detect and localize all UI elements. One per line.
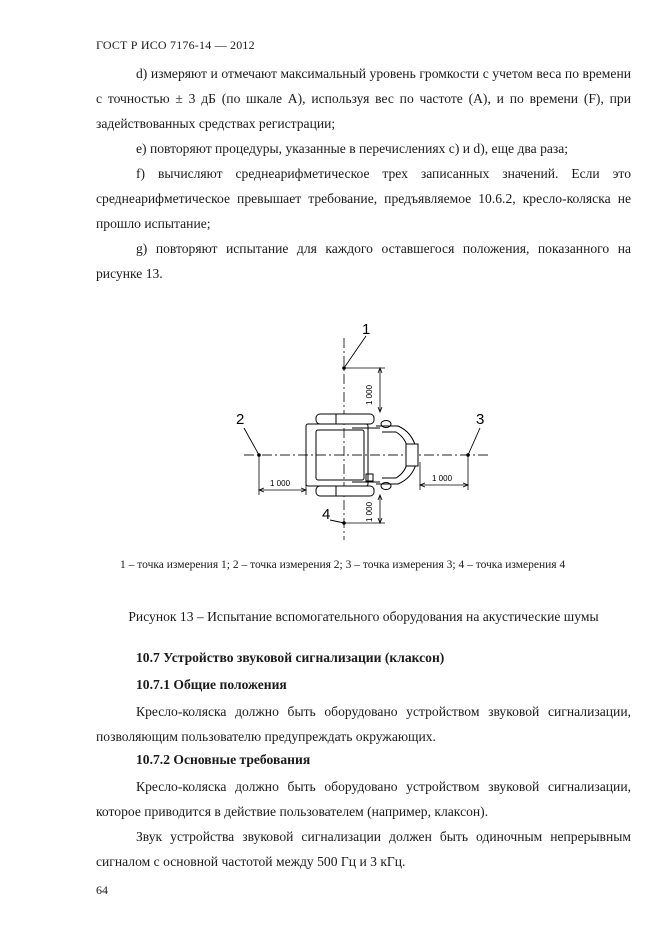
point-label-1: 1: [362, 321, 371, 338]
subsection-heading-10-7-2: 10.7.2 Основные требования: [136, 752, 311, 767]
figure-legend: 1 – точка измерения 1; 2 – точка измерения 2; 3 – точка измерения 3; 4 – точка измерения 4: [120, 559, 566, 571]
section-10-7-2-body: [96, 774, 631, 874]
section-10-7-1-body: [96, 699, 631, 749]
point-label-4: 4: [322, 506, 331, 523]
paragraph-f: f) вычисляют среднеарифметическое трех записанных значений. Если это среднеарифметическое превышает требование, предъявляемое 10.6.2, кресло-коляска не прошло испытание;: [96, 166, 631, 231]
figure-title: Рисунок 13 – Испытание вспомогательного оборудования на акустические шумы: [128, 609, 599, 624]
point-label-2: 2: [236, 411, 245, 428]
dimension-label-bottom: 1 000: [365, 501, 374, 522]
dimension-label-top: 1 000: [365, 384, 374, 405]
point-label-3: 3: [476, 411, 485, 428]
dimension-label-right: 1 000: [432, 474, 453, 483]
dimension-left: [259, 455, 306, 495]
figure-13-diagram: [0, 315, 661, 550]
test-procedure-text: [96, 61, 631, 286]
paragraph-10-7-2-a: Кресло-коляска должно быть оборудовано устройством звуковой сигнализации, которое приводится в действие пользователем (например, клаксон).: [96, 779, 631, 819]
leader-1: [344, 336, 366, 368]
page-number: 64: [96, 883, 108, 897]
paragraph-10-7-2-b: Звук устройства звуковой сигнализации должен быть одиночным непрерывным сигналом с основной частотой между 500 Гц и 3 кГц.: [96, 829, 631, 869]
paragraph-e: e) повторяют процедуры, указанные в перечислениях с) и d), еще два раза;: [136, 141, 569, 156]
leader-2: [244, 428, 259, 455]
paragraph-10-7-1: Кресло-коляска должно быть оборудовано устройством звуковой сигнализации, позволяющим пользователю предупреждать окружающих.: [96, 704, 631, 744]
paragraph-d: d) измеряют и отмечают максимальный уровень громкости с учетом веса по времени с точностью ± 3 дБ (по шкале A), используя вес по частоте (A), и по времени (F), при задействованных средствах регистрации;: [96, 66, 631, 131]
section-heading-10-7: 10.7 Устройство звуковой сигнализации (клаксон): [136, 650, 445, 665]
leader-4: [330, 520, 344, 523]
dimension-label-left: 1 000: [270, 479, 291, 488]
dimension-right: [420, 455, 468, 490]
paragraph-g: g) повторяют испытание для каждого оставшегося положения, показанного на рисунке 13.: [96, 241, 631, 281]
leader-3: [468, 428, 480, 455]
document-header: ГОСТ Р ИСО 7176-14 — 2012: [96, 38, 255, 52]
subsection-heading-10-7-1: 10.7.1 Общие положения: [136, 677, 287, 692]
